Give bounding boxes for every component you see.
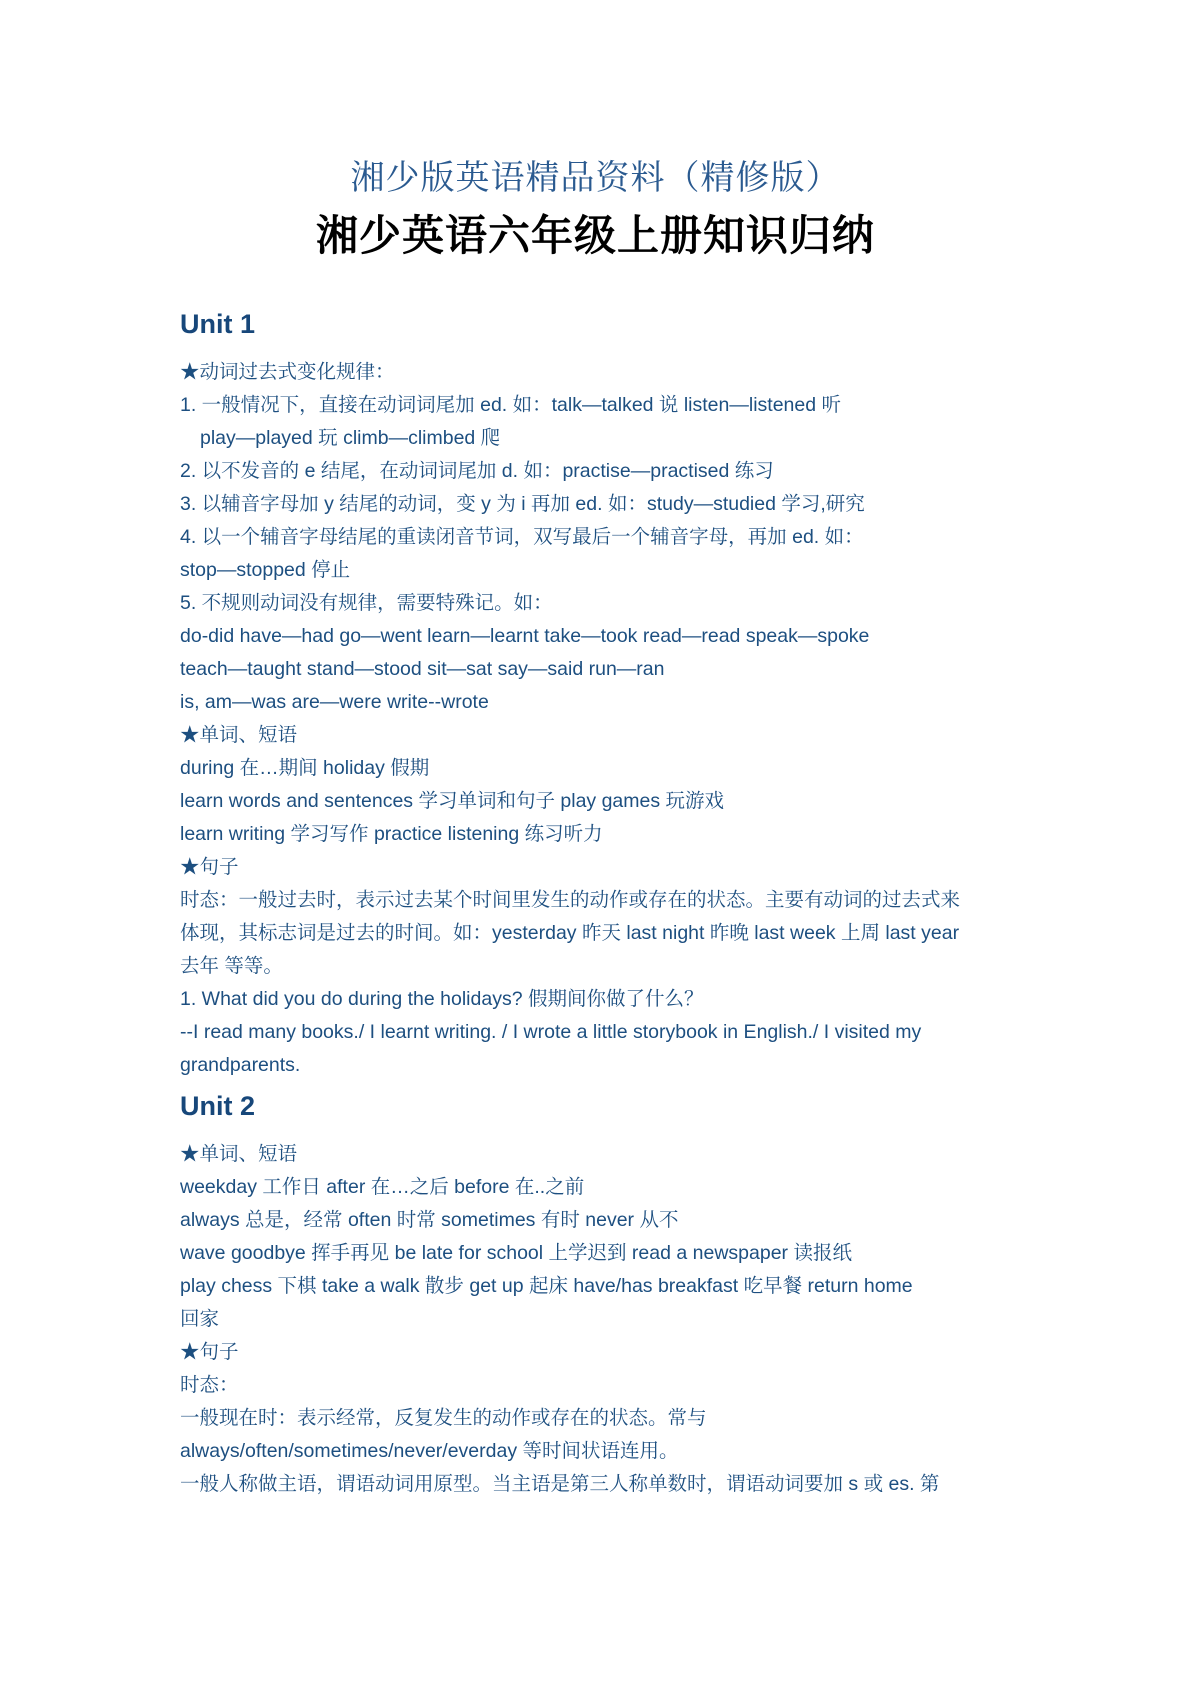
vocab-line-3: learn writing 学习写作 practice listening 练习听力 xyxy=(180,823,603,845)
document-subtitle: 湘少版英语精品资料（精修版） xyxy=(350,158,841,198)
rule-4: 4. 以一个辅音字母结尾的重读闭音节词，双写最后一个辅音字母，再加 ed. 如： xyxy=(180,526,864,548)
unit-1-heading: Unit 1 xyxy=(180,309,256,339)
irregular-verbs-line-2: teach—taught stand—stood sit—sat say—said run—ran xyxy=(180,658,665,680)
vocab-line-2: always 总是，经常 often 时常 sometimes 有时 never 从不 xyxy=(180,1209,679,1231)
rule-5: 5. 不规则动词没有规律，需要特殊记。如： xyxy=(180,592,553,614)
document-title: 湘少英语六年级上册知识归纳 xyxy=(315,211,875,260)
vocab-line-2: learn words and sentences 学习单词和句子 play games 玩游戏 xyxy=(180,790,725,812)
vocab-line-1: during 在…期间 holiday 假期 xyxy=(180,757,430,779)
vocab-line-4-continued: 回家 xyxy=(180,1308,220,1330)
section-label-words-phrases: ★单词、短语 xyxy=(180,724,298,746)
rule-1: 1. 一般情况下，直接在动词词尾加 ed. 如：talk—talked 说 listen—listened 听 xyxy=(180,394,841,416)
section-label-past-tense-rules: ★动词过去式变化规律： xyxy=(180,361,395,383)
section-label-words-phrases: ★单词、短语 xyxy=(180,1143,298,1165)
present-tense-explanation-line-2: always/often/sometimes/never/everday 等时间状语连用。 xyxy=(180,1440,679,1462)
document-body xyxy=(180,306,1020,1501)
vocab-line-4: play chess 下棋 take a walk 散步 get up 起床 have/has breakfast 吃早餐 return home xyxy=(180,1275,913,1297)
rule-2: 2. 以不发音的 e 结尾，在动词词尾加 d. 如：practise—practised 练习 xyxy=(180,460,774,482)
vocab-line-3: wave goodbye 挥手再见 be late for school 上学迟到 read a newspaper 读报纸 xyxy=(180,1242,852,1264)
vocab-line-1: weekday 工作日 after 在…之后 before 在..之前 xyxy=(180,1176,585,1198)
present-tense-explanation-line-3: 一般人称做主语，谓语动词用原型。当主语是第三人称单数时，谓语动词要加 s 或 es. 第 xyxy=(180,1473,940,1495)
rule-3: 3. 以辅音字母加 y 结尾的动词，变 y 为 i 再加 ed. 如：study—studied 学习,研究 xyxy=(180,493,865,515)
example-question: 1. What did you do during the holidays? 假期间你做了什么？ xyxy=(180,988,704,1010)
present-tense-explanation-line-1: 一般现在时：表示经常，反复发生的动作或存在的状态。常与 xyxy=(180,1407,707,1429)
section-label-sentences: ★句子 xyxy=(180,856,239,878)
example-answer-continued: grandparents. xyxy=(180,1054,301,1076)
rule-4-continued: stop—stopped 停止 xyxy=(180,559,351,581)
rule-1-continued: play—played 玩 climb—climbed 爬 xyxy=(200,427,501,449)
tense-explanation-line-3: 去年 等等。 xyxy=(180,955,283,977)
irregular-verbs-line-1: do-did have—had go—went learn—learnt take—took read—read speak—spoke xyxy=(180,625,870,647)
unit-2-heading: Unit 2 xyxy=(180,1091,256,1121)
irregular-verbs-line-3: is, am—was are—were write--wrote xyxy=(180,691,489,713)
tense-label: 时态： xyxy=(180,1374,239,1396)
example-answer: --I read many books./ I learnt writing. / I wrote a little storybook in English./ I visited my xyxy=(180,1021,922,1043)
section-label-sentences: ★句子 xyxy=(180,1341,239,1363)
tense-explanation-line-2: 体现，其标志词是过去的时间。如：yesterday 昨天 last night 昨晚 last week 上周 last year xyxy=(180,922,960,944)
tense-explanation-line-1: 时态：一般过去时，表示过去某个时间里发生的动作或存在的状态。主要有动词的过去式来 xyxy=(180,889,961,911)
